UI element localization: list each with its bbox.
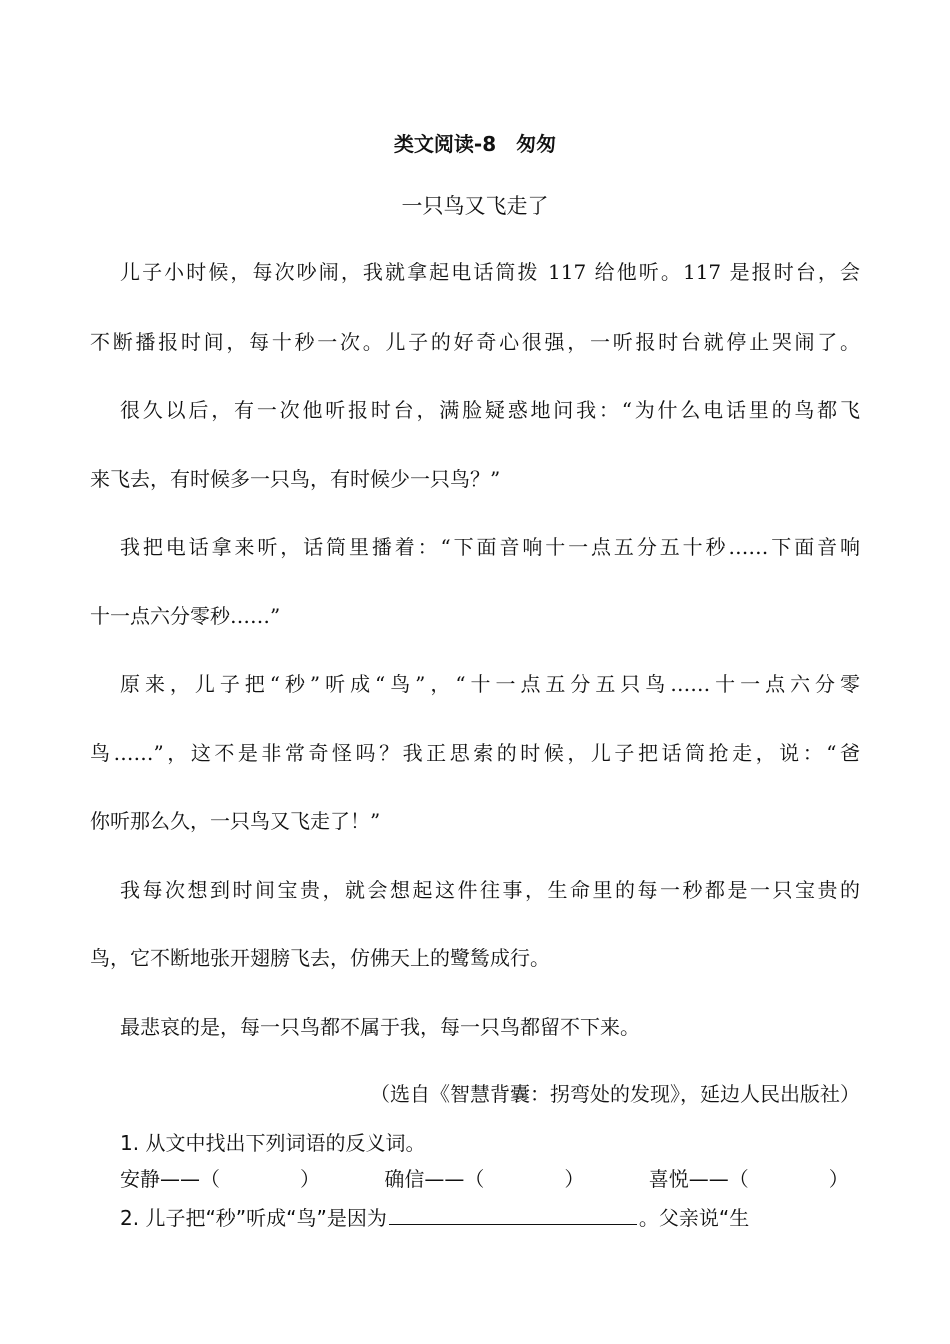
question-1: 1. 从文中找出下列词语的反义词。	[120, 1131, 426, 1155]
text-line: 原来，儿子把“秒”听成“鸟”，“十一点五分五只鸟……十一点六分零	[120, 672, 860, 696]
page-title: 类文阅读-8 匆匆	[393, 132, 557, 156]
question-1-blanks	[120, 1163, 850, 1192]
antonym-item: 喜悦——（ ）	[648, 1167, 849, 1191]
antonym-item: 安静——（ ）	[120, 1167, 320, 1191]
text-line: 来飞去，有时候多一只鸟，有时候少一只鸟？”	[90, 467, 501, 491]
antonym-item: 确信——（ ）	[384, 1167, 585, 1191]
text-line: 最悲哀的是，每一只鸟都不属于我，每一只鸟都留不下来。	[120, 1015, 640, 1039]
text-line: 我把电话拿来听，话筒里播着：“下面音响十一点五分五十秒……下面音响	[120, 535, 860, 559]
text-line: 很久以后，有一次他听报时台，满脸疑惑地问我：“为什么电话里的鸟都飞	[120, 398, 860, 422]
answer-underline[interactable]	[389, 1204, 637, 1225]
text-line: 不断播报时间，每十秒一次。儿子的好奇心很强，一听报时台就停止哭闹了。	[90, 330, 860, 354]
text-line: 鸟……”，这不是非常奇怪吗？我正思索的时候，儿子把话筒抢走，说：“爸	[90, 741, 860, 765]
text-line: 你听那么久，一只鸟又飞走了！”	[90, 809, 381, 833]
text-line: 鸟，它不断地张开翅膀飞去，仿佛天上的鹭鸶成行。	[90, 946, 550, 970]
source-citation: （选自《智慧背囊：拐弯处的发现》，延边人民出版社）	[370, 1082, 860, 1106]
text-line: 我每次想到时间宝贵，就会想起这件往事，生命里的每一秒都是一只宝贵的	[120, 878, 860, 902]
text-line: 十一点六分零秒……”	[90, 604, 281, 628]
text-line: 儿子小时候，每次吵闹，我就拿起电话筒拨 117 给他听。117 是报时台，会	[120, 260, 860, 284]
story-title: 一只鸟又飞走了	[401, 194, 549, 218]
question-2: 2. 儿子把“秒”听成“鸟”是因为 。父亲说“生	[120, 1206, 750, 1230]
